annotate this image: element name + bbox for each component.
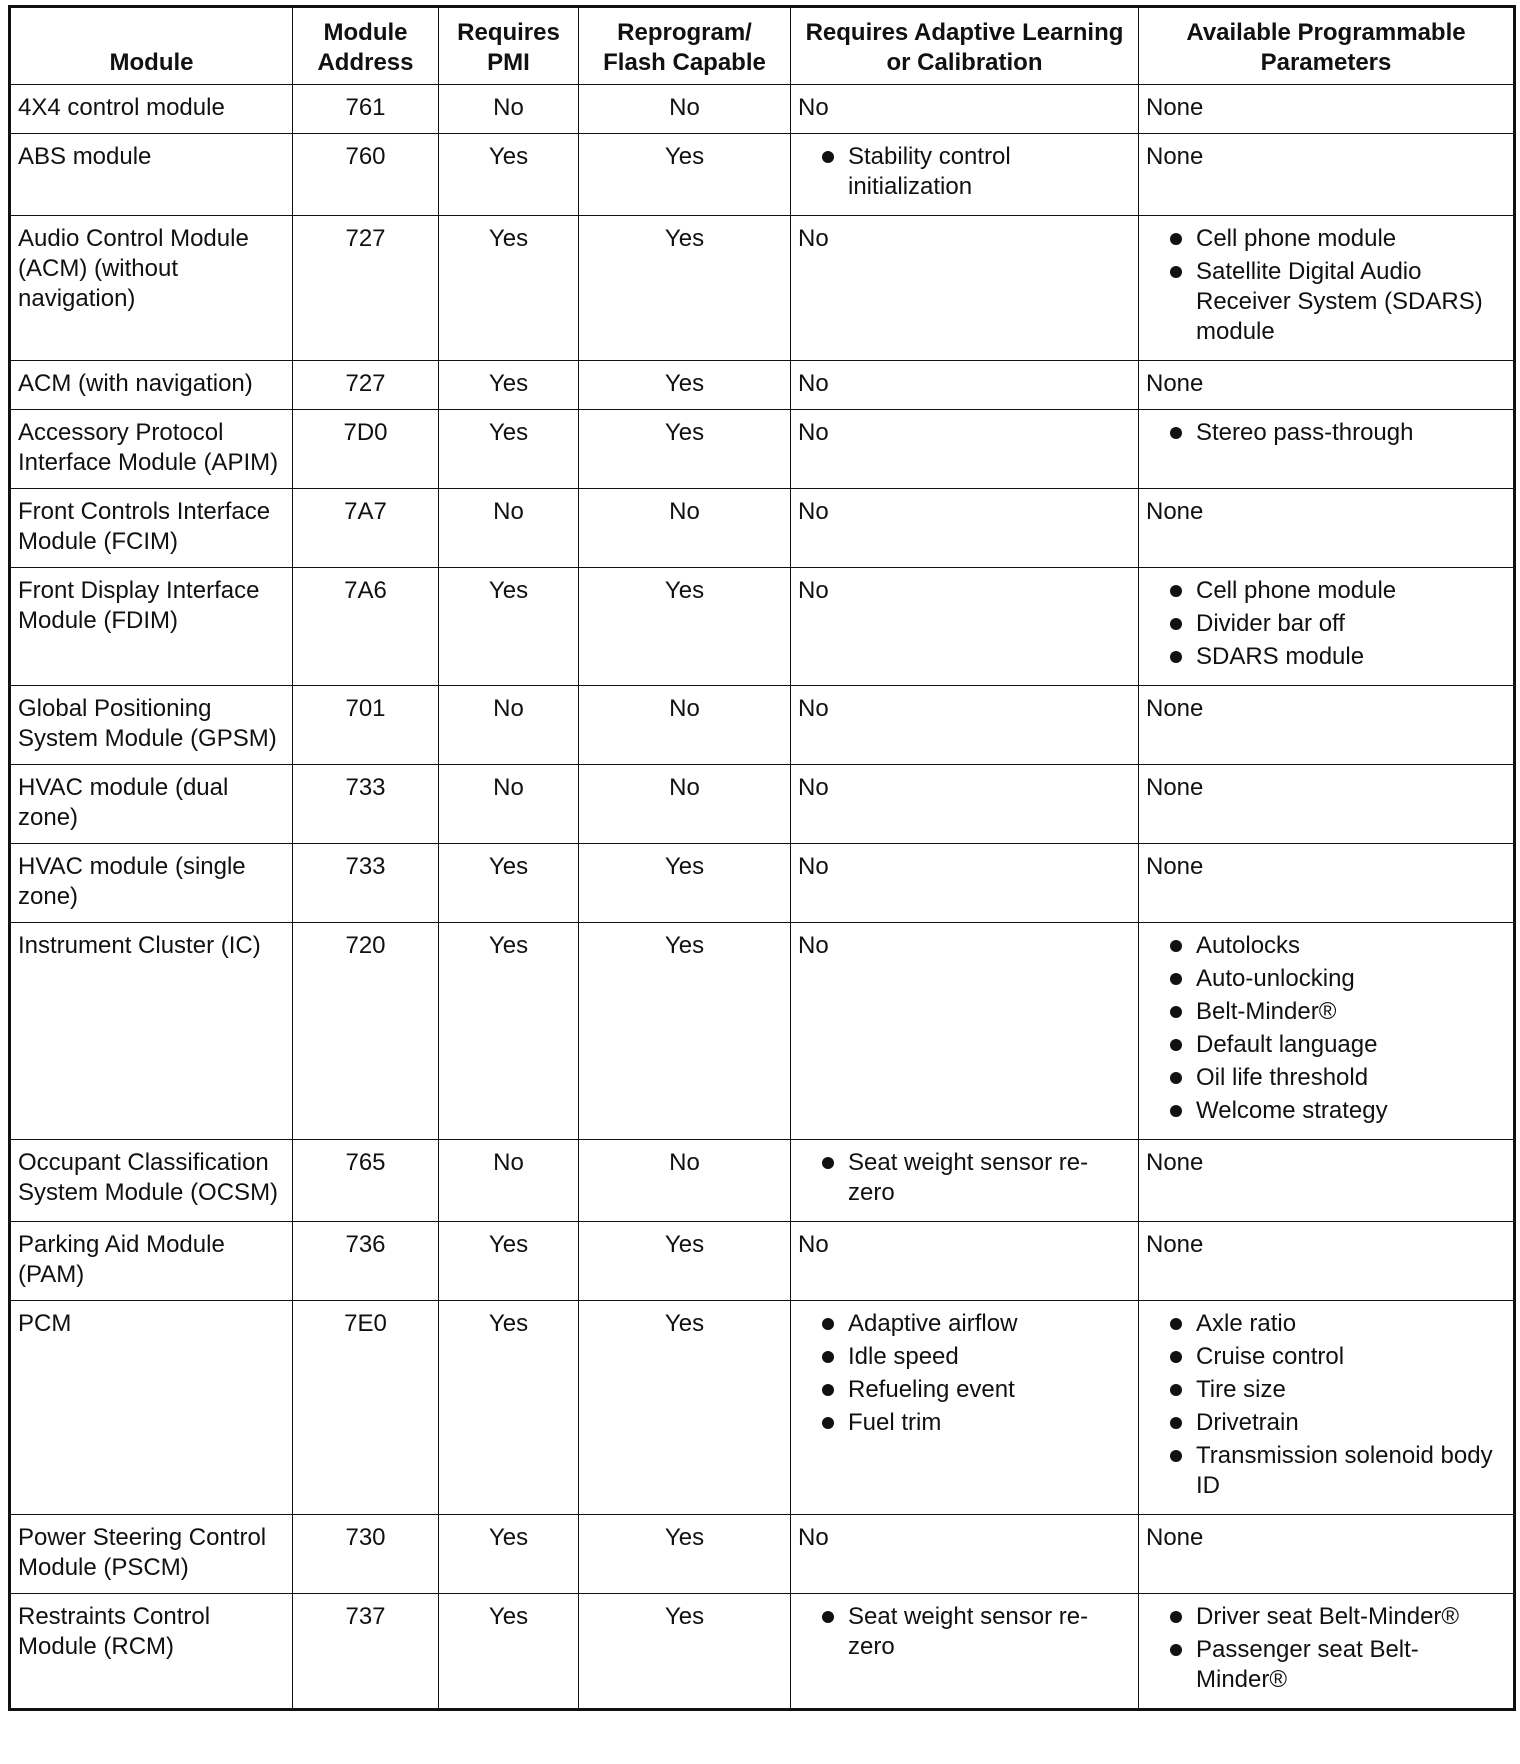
cell-adaptive-learning	[791, 1515, 1139, 1594]
list-item-text: Auto-unlocking	[1196, 965, 1355, 992]
list-item	[798, 1375, 1131, 1405]
bullet-icon	[1170, 1611, 1182, 1623]
cell-flash-capable: Yes	[579, 1222, 791, 1301]
cell-flash-capable: Yes	[579, 844, 791, 923]
cell-programmable-parameters	[1139, 765, 1515, 844]
cell-programmable-parameters-text: None	[1146, 143, 1204, 170]
list-item	[1146, 224, 1506, 254]
list-item-text: Autolocks	[1196, 932, 1301, 959]
cell-programmable-parameters-text: None	[1146, 1149, 1204, 1176]
cell-module: Instrument Cluster (IC)	[10, 923, 293, 1140]
list-item-text: Driver seat Belt-Minder®	[1196, 1603, 1460, 1630]
list-item	[1146, 1375, 1506, 1405]
cell-adaptive-learning-text: No	[798, 1524, 829, 1551]
table-row	[10, 1222, 1515, 1301]
list-item-text: Seat weight sensor re-zero	[848, 1603, 1089, 1660]
cell-programmable-parameters-list	[1146, 1309, 1506, 1501]
cell-flash-capable: Yes	[579, 1594, 791, 1710]
table-row	[10, 1301, 1515, 1515]
table-row	[10, 410, 1515, 489]
cell-adaptive-learning	[791, 85, 1139, 134]
cell-flash-capable: No	[579, 85, 791, 134]
bullet-icon	[1170, 1384, 1182, 1396]
cell-requires-pmi: Yes	[439, 1222, 579, 1301]
header-programmable-parameters: Available Programmable Parameters	[1139, 7, 1515, 85]
cell-flash-capable: Yes	[579, 410, 791, 489]
bullet-icon	[822, 1611, 834, 1623]
bullet-icon	[822, 1157, 834, 1169]
cell-programmable-parameters-list	[1146, 224, 1506, 347]
cell-module-address: 737	[293, 1594, 439, 1710]
list-item	[1146, 1096, 1506, 1126]
list-item-text: Seat weight sensor re-zero	[848, 1149, 1089, 1206]
list-item	[1146, 1030, 1506, 1060]
list-item	[1146, 997, 1506, 1027]
cell-adaptive-learning-text: No	[798, 1231, 829, 1258]
bullet-icon	[822, 1318, 834, 1330]
cell-programmable-parameters-list	[1146, 1602, 1506, 1695]
cell-programmable-parameters	[1139, 686, 1515, 765]
cell-adaptive-learning-text: No	[798, 695, 829, 722]
cell-programmable-parameters	[1139, 489, 1515, 568]
cell-flash-capable: Yes	[579, 923, 791, 1140]
cell-module-address: 727	[293, 361, 439, 410]
list-item-text: Tire size	[1196, 1376, 1286, 1403]
list-item	[798, 1602, 1131, 1662]
header-adaptive-learning: Requires Adaptive Learning or Calibration	[791, 7, 1139, 85]
cell-module: Parking Aid Module (PAM)	[10, 1222, 293, 1301]
list-item-text: Fuel trim	[848, 1409, 942, 1436]
cell-module-address: 761	[293, 85, 439, 134]
cell-adaptive-learning	[791, 410, 1139, 489]
header-module: Module	[10, 7, 293, 85]
cell-programmable-parameters-text: None	[1146, 1231, 1204, 1258]
cell-module: HVAC module (single zone)	[10, 844, 293, 923]
cell-module-address: 720	[293, 923, 439, 1140]
bullet-icon	[1170, 940, 1182, 952]
cell-module-address: 7A6	[293, 568, 439, 686]
list-item	[1146, 576, 1506, 606]
cell-requires-pmi: Yes	[439, 568, 579, 686]
bullet-icon	[1170, 233, 1182, 245]
list-item	[798, 1148, 1131, 1208]
list-item	[1146, 1309, 1506, 1339]
cell-module-address: 765	[293, 1140, 439, 1222]
list-item-text: Idle speed	[848, 1343, 959, 1370]
table-row	[10, 923, 1515, 1140]
cell-programmable-parameters	[1139, 1515, 1515, 1594]
list-item-text: Transmission solenoid body ID	[1196, 1442, 1493, 1499]
cell-programmable-parameters	[1139, 923, 1515, 1140]
cell-adaptive-learning	[791, 134, 1139, 216]
cell-module-address: 736	[293, 1222, 439, 1301]
list-item	[1146, 257, 1506, 347]
list-item-text: Cruise control	[1196, 1343, 1345, 1370]
cell-module: ABS module	[10, 134, 293, 216]
cell-programmable-parameters	[1139, 361, 1515, 410]
cell-module: Restraints Control Module (RCM)	[10, 1594, 293, 1710]
cell-programmable-parameters-text: None	[1146, 94, 1204, 121]
cell-adaptive-learning-text: No	[798, 94, 829, 121]
cell-adaptive-learning	[791, 1594, 1139, 1710]
list-item-text: Belt-Minder®	[1196, 998, 1337, 1025]
list-item-text: Satellite Digital Audio Receiver System (SDARS) module	[1196, 258, 1483, 345]
cell-adaptive-learning-list	[798, 1148, 1131, 1208]
cell-adaptive-learning-text: No	[798, 370, 829, 397]
cell-flash-capable: No	[579, 489, 791, 568]
cell-module: 4X4 control module	[10, 85, 293, 134]
cell-adaptive-learning	[791, 568, 1139, 686]
cell-adaptive-learning	[791, 361, 1139, 410]
cell-programmable-parameters-text: None	[1146, 1524, 1204, 1551]
cell-programmable-parameters-list	[1146, 576, 1506, 672]
cell-module-address: 7A7	[293, 489, 439, 568]
cell-module-address: 733	[293, 844, 439, 923]
table-row	[10, 1515, 1515, 1594]
module-table-container	[8, 5, 1513, 1711]
bullet-icon	[1170, 427, 1182, 439]
list-item	[798, 1309, 1131, 1339]
bullet-icon	[822, 1351, 834, 1363]
list-item	[798, 1342, 1131, 1372]
table-row	[10, 568, 1515, 686]
cell-module: Power Steering Control Module (PSCM)	[10, 1515, 293, 1594]
header-row	[10, 7, 1515, 85]
cell-programmable-parameters-text: None	[1146, 370, 1204, 397]
list-item	[798, 142, 1131, 202]
bullet-icon	[1170, 1644, 1182, 1656]
cell-module-address: 733	[293, 765, 439, 844]
cell-module: Occupant Classification System Module (OCSM)	[10, 1140, 293, 1222]
cell-adaptive-learning-list	[798, 1602, 1131, 1662]
module-table	[8, 5, 1516, 1711]
cell-flash-capable: No	[579, 686, 791, 765]
list-item-text: Cell phone module	[1196, 225, 1397, 252]
bullet-icon	[1170, 1318, 1182, 1330]
list-item-text: Drivetrain	[1196, 1409, 1299, 1436]
cell-requires-pmi: Yes	[439, 361, 579, 410]
cell-adaptive-learning	[791, 1222, 1139, 1301]
list-item	[1146, 642, 1506, 672]
bullet-icon	[1170, 973, 1182, 985]
cell-adaptive-learning-text: No	[798, 225, 829, 252]
cell-adaptive-learning-list	[798, 1309, 1131, 1438]
table-row	[10, 85, 1515, 134]
list-item	[1146, 1063, 1506, 1093]
cell-adaptive-learning-text: No	[798, 774, 829, 801]
cell-adaptive-learning-text: No	[798, 853, 829, 880]
cell-requires-pmi: No	[439, 85, 579, 134]
cell-programmable-parameters	[1139, 1301, 1515, 1515]
table-row	[10, 134, 1515, 216]
cell-module-address: 7D0	[293, 410, 439, 489]
cell-flash-capable: Yes	[579, 1515, 791, 1594]
cell-programmable-parameters-text: None	[1146, 853, 1204, 880]
bullet-icon	[1170, 1417, 1182, 1429]
cell-flash-capable: Yes	[579, 1301, 791, 1515]
cell-module-address: 701	[293, 686, 439, 765]
cell-requires-pmi: No	[439, 686, 579, 765]
table-header	[10, 7, 1515, 85]
cell-requires-pmi: Yes	[439, 134, 579, 216]
cell-module: Accessory Protocol Interface Module (APIM)	[10, 410, 293, 489]
cell-requires-pmi: Yes	[439, 923, 579, 1140]
cell-requires-pmi: No	[439, 489, 579, 568]
cell-adaptive-learning	[791, 765, 1139, 844]
cell-programmable-parameters	[1139, 85, 1515, 134]
cell-module-address: 7E0	[293, 1301, 439, 1515]
list-item	[1146, 931, 1506, 961]
cell-adaptive-learning	[791, 1140, 1139, 1222]
cell-programmable-parameters	[1139, 1140, 1515, 1222]
table-row	[10, 1140, 1515, 1222]
cell-programmable-parameters	[1139, 134, 1515, 216]
cell-module: Global Positioning System Module (GPSM)	[10, 686, 293, 765]
cell-programmable-parameters	[1139, 410, 1515, 489]
table-row	[10, 1594, 1515, 1710]
cell-adaptive-learning-text: No	[798, 932, 829, 959]
table-row	[10, 216, 1515, 361]
bullet-icon	[1170, 1039, 1182, 1051]
list-item	[798, 1408, 1131, 1438]
cell-adaptive-learning	[791, 1301, 1139, 1515]
cell-module: Front Display Interface Module (FDIM)	[10, 568, 293, 686]
bullet-icon	[1170, 1105, 1182, 1117]
cell-requires-pmi: Yes	[439, 410, 579, 489]
cell-adaptive-learning-text: No	[798, 577, 829, 604]
bullet-icon	[1170, 1072, 1182, 1084]
header-module-address: Module Address	[293, 7, 439, 85]
list-item-text: Oil life threshold	[1196, 1064, 1369, 1091]
bullet-icon	[1170, 618, 1182, 630]
cell-adaptive-learning	[791, 844, 1139, 923]
cell-adaptive-learning	[791, 489, 1139, 568]
table-row	[10, 361, 1515, 410]
table-row	[10, 844, 1515, 923]
cell-programmable-parameters	[1139, 844, 1515, 923]
cell-requires-pmi: Yes	[439, 1594, 579, 1710]
cell-flash-capable: No	[579, 1140, 791, 1222]
list-item	[1146, 964, 1506, 994]
cell-adaptive-learning-list	[798, 142, 1131, 202]
list-item-text: Welcome strategy	[1196, 1097, 1388, 1124]
list-item-text: Refueling event	[848, 1376, 1015, 1403]
list-item-text: SDARS module	[1196, 643, 1365, 670]
cell-programmable-parameters	[1139, 1222, 1515, 1301]
list-item	[1146, 1408, 1506, 1438]
bullet-icon	[1170, 1351, 1182, 1363]
cell-requires-pmi: No	[439, 1140, 579, 1222]
table-row	[10, 686, 1515, 765]
cell-requires-pmi: No	[439, 765, 579, 844]
list-item-text: Cell phone module	[1196, 577, 1397, 604]
header-requires-pmi: Requires PMI	[439, 7, 579, 85]
list-item	[1146, 1441, 1506, 1501]
cell-programmable-parameters-list	[1146, 931, 1506, 1126]
list-item-text: Adaptive airflow	[848, 1310, 1018, 1337]
cell-module: HVAC module (dual zone)	[10, 765, 293, 844]
list-item-text: Stability control initialization	[848, 143, 1011, 200]
cell-requires-pmi: Yes	[439, 216, 579, 361]
list-item-text: Passenger seat Belt-Minder®	[1196, 1636, 1419, 1693]
cell-module: Audio Control Module (ACM) (without navigation)	[10, 216, 293, 361]
cell-adaptive-learning-text: No	[798, 419, 829, 446]
list-item	[1146, 1635, 1506, 1695]
header-flash-capable: Reprogram/ Flash Capable	[579, 7, 791, 85]
cell-requires-pmi: Yes	[439, 844, 579, 923]
cell-flash-capable: Yes	[579, 568, 791, 686]
cell-adaptive-learning-text: No	[798, 498, 829, 525]
cell-flash-capable: Yes	[579, 216, 791, 361]
list-item	[1146, 1342, 1506, 1372]
bullet-icon	[822, 151, 834, 163]
cell-adaptive-learning	[791, 686, 1139, 765]
cell-programmable-parameters-text: None	[1146, 774, 1204, 801]
cell-module: Front Controls Interface Module (FCIM)	[10, 489, 293, 568]
table-row	[10, 765, 1515, 844]
bullet-icon	[822, 1417, 834, 1429]
list-item-text: Axle ratio	[1196, 1310, 1297, 1337]
list-item-text: Default language	[1196, 1031, 1378, 1058]
cell-flash-capable: No	[579, 765, 791, 844]
list-item-text: Divider bar off	[1196, 610, 1345, 637]
cell-module-address: 730	[293, 1515, 439, 1594]
cell-module-address: 727	[293, 216, 439, 361]
cell-adaptive-learning	[791, 216, 1139, 361]
cell-requires-pmi: Yes	[439, 1301, 579, 1515]
cell-module-address: 760	[293, 134, 439, 216]
bullet-icon	[1170, 1450, 1182, 1462]
cell-programmable-parameters	[1139, 216, 1515, 361]
list-item	[1146, 1602, 1506, 1632]
cell-programmable-parameters-list	[1146, 418, 1506, 448]
list-item	[1146, 418, 1506, 448]
list-item	[1146, 609, 1506, 639]
cell-adaptive-learning	[791, 923, 1139, 1140]
cell-requires-pmi: Yes	[439, 1515, 579, 1594]
table-body	[10, 85, 1515, 1710]
bullet-icon	[1170, 1006, 1182, 1018]
bullet-icon	[1170, 585, 1182, 597]
cell-programmable-parameters	[1139, 1594, 1515, 1710]
list-item-text: Stereo pass-through	[1196, 419, 1414, 446]
cell-programmable-parameters	[1139, 568, 1515, 686]
cell-flash-capable: Yes	[579, 134, 791, 216]
cell-programmable-parameters-text: None	[1146, 498, 1204, 525]
cell-flash-capable: Yes	[579, 361, 791, 410]
bullet-icon	[1170, 266, 1182, 278]
bullet-icon	[1170, 651, 1182, 663]
cell-module: PCM	[10, 1301, 293, 1515]
cell-programmable-parameters-text: None	[1146, 695, 1204, 722]
bullet-icon	[822, 1384, 834, 1396]
table-row	[10, 489, 1515, 568]
cell-module: ACM (with navigation)	[10, 361, 293, 410]
